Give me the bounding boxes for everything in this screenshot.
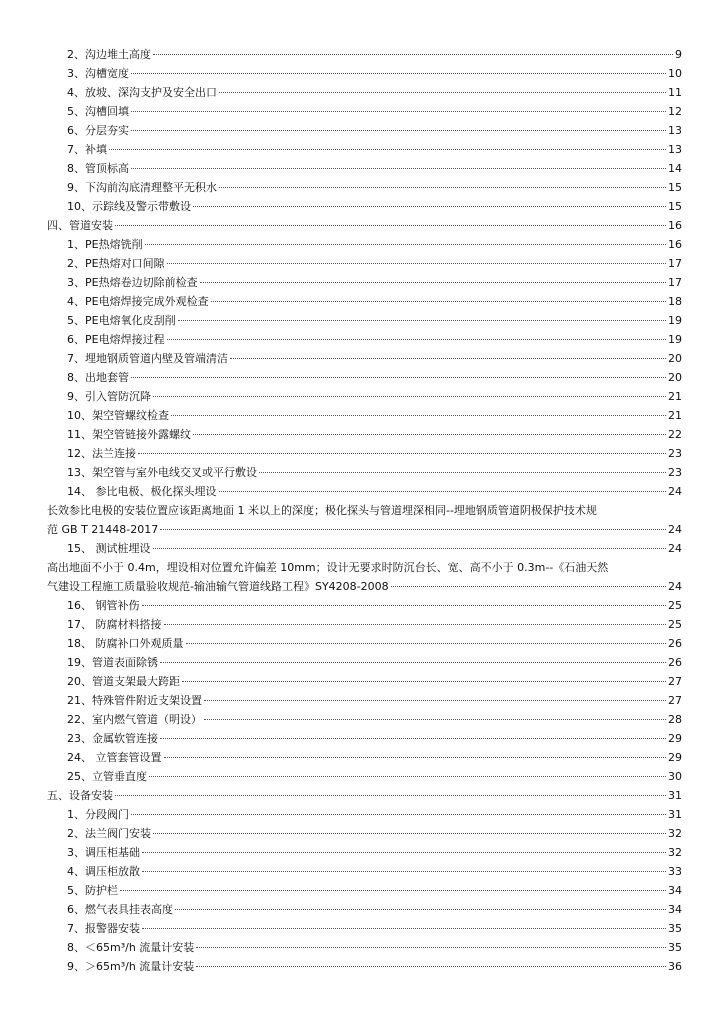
toc-paragraph-entry [0,501,724,539]
toc-paragraph-entry [0,558,724,596]
toc-entry-title: 6、PE电熔焊接过程 [67,333,165,346]
toc-entry-page: 26 [668,656,682,669]
toc-entry-page: 31 [668,808,682,821]
toc-entry-title: 2、沟边堆土高度 [67,48,151,61]
toc-leader-dots [196,947,666,948]
toc-entry-page: 20 [668,371,682,384]
toc-entry-page: 23 [668,466,682,479]
toc-entry-page: 13 [668,143,682,156]
toc-entry-title: 17、 防腐材料搭接 [67,618,162,631]
toc-entry[interactable] [0,311,724,330]
toc-leader-dots [142,871,666,872]
toc-entry[interactable] [0,349,724,368]
toc-entry-title: 9、引入管防沉降 [67,390,151,403]
toc-entry-page: 35 [668,922,682,935]
toc-entry-title: 1、分段阀门 [67,808,129,821]
toc-entry[interactable] [0,843,724,862]
toc-leader-dots [259,472,666,473]
toc-entry-title: 8、管顶标高 [67,162,129,175]
toc-entry-title: 4、放坡、深沟支护及安全出口 [67,86,217,99]
toc-entry-page: 25 [668,599,682,612]
toc-entry-page: 35 [668,941,682,954]
toc-leader-dots [149,776,666,777]
toc-entry-title: 25、立管垂直度 [67,770,147,783]
toc-leader-dots [182,681,666,682]
toc-leader-dots [131,168,666,169]
toc-entry-title: 23、金属软管连接 [67,732,158,745]
toc-entry-title: 21、特殊管件附近支架设置 [67,694,202,707]
toc-leader-dots [138,453,666,454]
toc-entry[interactable] [0,900,724,919]
toc-entry-page: 21 [668,390,682,403]
toc-leader-dots [131,377,666,378]
toc-leader-dots [391,586,666,587]
toc-entry-page: 25 [668,618,682,631]
toc-entry-title: 8、＜65m³/h 流量计安装 [67,941,195,954]
toc-entry-page: 34 [668,903,682,916]
toc-entry-page: 17 [668,257,682,270]
toc-entry-title: 2、PE热熔对口间隙 [67,257,165,270]
toc-entry[interactable] [0,577,724,596]
toc-leader-dots [175,909,666,910]
toc-leader-dots [171,415,666,416]
toc-entry[interactable] [0,425,724,444]
toc-entry[interactable] [0,387,724,406]
toc-leader-dots [131,111,666,112]
toc-leader-dots [153,54,673,55]
toc-leader-dots [193,206,666,207]
toc-entry[interactable] [0,197,724,216]
toc-entry-title: 15、 测试桩埋设 [67,542,151,555]
toc-entry-title: 四、管道安装 [47,219,113,232]
toc-leader-dots [196,966,666,967]
toc-leader-dots [145,244,666,245]
toc-entry-title: 5、PE电熔氧化皮刮削 [67,314,176,327]
toc-entry-page: 11 [668,86,682,99]
toc-entry-title: 3、PE热熔卷边切除前检查 [67,276,198,289]
toc-leader-dots [153,833,666,834]
toc-leader-dots [120,890,666,891]
toc-entry-title: 3、沟槽宽度 [67,67,129,80]
toc-leader-dots [200,282,666,283]
toc-entry[interactable] [0,520,724,539]
toc-entry-page: 17 [668,276,682,289]
toc-entry[interactable] [0,748,724,767]
toc-leader-dots [131,814,666,815]
toc-leader-dots [204,719,666,720]
toc-group [0,539,724,558]
toc-entry-title: 4、PE电熔焊接完成外观检查 [67,295,209,308]
toc-entry[interactable] [0,710,724,729]
toc-entry-title: 五、设备安装 [47,789,113,802]
toc-entry-page: 16 [668,238,682,251]
toc-entry-title: 8、出地套管 [67,371,129,384]
toc-entry-page: 24 [668,580,682,593]
toc-leader-dots [142,605,667,606]
toc-entry-title: 6、燃气表具挂表高度 [67,903,173,916]
toc-entry-page: 15 [668,200,682,213]
toc-leader-dots [186,643,667,644]
toc-entry-title: 气建设工程施工质量验收规范-输油输气管道线路工程》SY4208-2008 [47,580,389,593]
toc-entry[interactable] [0,463,724,482]
toc-group [0,596,724,976]
toc-entry[interactable] [0,919,724,938]
toc-entry-page: 32 [668,846,682,859]
toc-entry-title: 5、沟槽回填 [67,105,129,118]
toc-entry[interactable] [0,330,724,349]
toc-leader-dots [204,700,666,701]
toc-leader-dots [219,92,666,93]
toc-leader-dots [164,624,667,625]
toc-entry[interactable] [0,691,724,710]
toc-entry[interactable] [0,786,724,805]
toc-leader-dots [142,928,666,929]
toc-leader-dots [131,130,666,131]
toc-entry[interactable] [0,824,724,843]
toc-leader-dots [109,149,666,150]
toc-leader-dots [178,320,666,321]
toc-entry-page: 9 [675,48,682,61]
toc-entry-title: 9、下沟前沟底清理整平无积水 [67,181,217,194]
toc-entry-page: 19 [668,333,682,346]
toc-entry[interactable] [0,121,724,140]
toc-entry-title: 10、示踪线及警示带敷设 [67,200,191,213]
toc-entry[interactable] [0,539,724,558]
toc-entry-page: 15 [668,181,682,194]
toc-entry-page: 14 [668,162,682,175]
toc-entry[interactable] [0,767,724,786]
toc-entry-title: 3、调压柜基础 [67,846,140,859]
toc-entry-page: 33 [668,865,682,878]
toc-entry[interactable] [0,938,724,957]
toc-entry-page: 16 [668,219,682,232]
toc-entry[interactable] [0,235,724,254]
toc-leader-dots [219,187,666,188]
toc-entry-page: 24 [668,523,682,536]
toc-leader-dots [115,795,666,796]
toc-entry[interactable] [0,881,724,900]
toc-entry-page: 32 [668,827,682,840]
toc-entry-page: 27 [668,675,682,688]
toc-entry-title: 7、补填 [67,143,107,156]
toc-leader-dots [153,396,666,397]
toc-entry[interactable] [0,615,724,634]
toc-entry[interactable] [0,64,724,83]
toc-entry[interactable] [0,444,724,463]
toc-entry-title: 4、调压柜放散 [67,865,140,878]
toc-leader-dots [219,491,667,492]
toc-entry[interactable] [0,957,724,976]
toc-leader-dots [167,263,666,264]
toc-entry-title: 范 GB T 21448-2017 [47,523,159,536]
toc-leader-dots [160,738,666,739]
toc-entry[interactable] [0,368,724,387]
toc-leader-dots [115,225,666,226]
toc-entry[interactable] [0,159,724,178]
toc-entry[interactable] [0,216,724,235]
toc-entry-page: 10 [668,67,682,80]
toc-entry-title: 1、PE热熔铣削 [67,238,143,251]
toc-entry[interactable] [0,634,724,653]
toc-entry[interactable] [0,596,724,615]
toc-entry-page: 13 [668,124,682,137]
toc-entry-title: 9、＞65m³/h 流量计安装 [67,960,195,973]
toc-entry-title: 6、分层夯实 [67,124,129,137]
toc-entry-page: 12 [668,105,682,118]
toc-entry-title: 11、架空管链接外露螺纹 [67,428,191,441]
toc-entry[interactable] [0,482,724,501]
toc-entry[interactable] [0,102,724,121]
toc-entry-page: 27 [668,694,682,707]
toc-entry-page: 19 [668,314,682,327]
toc-entry-title: 7、埋地钢质管道内壁及管端清洁 [67,352,228,365]
toc-entry-title: 5、防护栏 [67,884,118,897]
toc-entry-title: 7、报警器安装 [67,922,140,935]
toc-entry-title: 2、法兰阀门安装 [67,827,151,840]
toc-entry[interactable] [0,653,724,672]
toc-entry[interactable] [0,273,724,292]
toc-entry-page: 21 [668,409,682,422]
toc-leader-dots [131,73,666,74]
toc-paragraph-line: 长效参比电极的安装位置应该距离地面 1 米以上的深度；极化探头与管道埋深相同--埋地钢质管道阴极保护技术规 [47,504,597,517]
toc-leader-dots [211,301,666,302]
toc-entry-page: 30 [668,770,682,783]
toc-entry[interactable] [0,805,724,824]
toc-entry[interactable] [0,83,724,102]
toc-entry-page: 26 [668,637,682,650]
toc-entry-title: 10、架空管螺纹检查 [67,409,169,422]
toc-entry[interactable] [0,729,724,748]
toc-entry-title: 13、架空管与室外电线交叉或平行敷设 [67,466,257,479]
toc-entry[interactable] [0,254,724,273]
toc-entry-title: 16、 钢管补伤 [67,599,140,612]
toc-entry-title: 14、 参比电极、极化探头埋设 [67,485,217,498]
toc-entry-title: 22、室内燃气管道（明设） [67,713,202,726]
toc-entry-page: 24 [668,485,682,498]
toc-leader-dots [167,339,666,340]
toc-entry[interactable] [0,406,724,425]
toc-entry[interactable] [0,672,724,691]
toc-entry-page: 22 [668,428,682,441]
toc-entry[interactable] [0,45,724,64]
toc-entry-page: 34 [668,884,682,897]
toc-entry-page: 24 [668,542,682,555]
toc-entry-page: 18 [668,295,682,308]
toc-entry-page: 28 [668,713,682,726]
toc-entry-title: 20、管道支架最大跨距 [67,675,180,688]
toc-entry[interactable] [0,292,724,311]
toc-entry[interactable] [0,140,724,159]
toc-entry[interactable] [0,178,724,197]
toc-paragraph-line: 高出地面不小于 0.4m，埋设相对位置允许偏差 10mm；设计无要求时防沉台长、宽、高不小于 0.3m--《石油天然 [47,561,609,574]
toc-leader-dots [193,434,666,435]
toc-entry-page: 23 [668,447,682,460]
table-of-contents [0,45,724,976]
toc-entry-page: 29 [668,751,682,764]
toc-entry-title: 12、法兰连接 [67,447,136,460]
toc-leader-dots [230,358,666,359]
toc-entry-page: 29 [668,732,682,745]
toc-entry-title: 19、管道表面除锈 [67,656,158,669]
toc-group [0,45,724,501]
toc-leader-dots [160,529,666,530]
toc-entry-page: 31 [668,789,682,802]
toc-entry-page: 20 [668,352,682,365]
toc-leader-dots [142,852,666,853]
toc-entry-title: 18、 防腐补口外观质量 [67,637,184,650]
toc-entry-page: 36 [668,960,682,973]
toc-leader-dots [160,662,666,663]
toc-leader-dots [164,757,667,758]
toc-leader-dots [153,548,667,549]
toc-entry[interactable] [0,862,724,881]
toc-entry-title: 24、 立管套管设置 [67,751,162,764]
